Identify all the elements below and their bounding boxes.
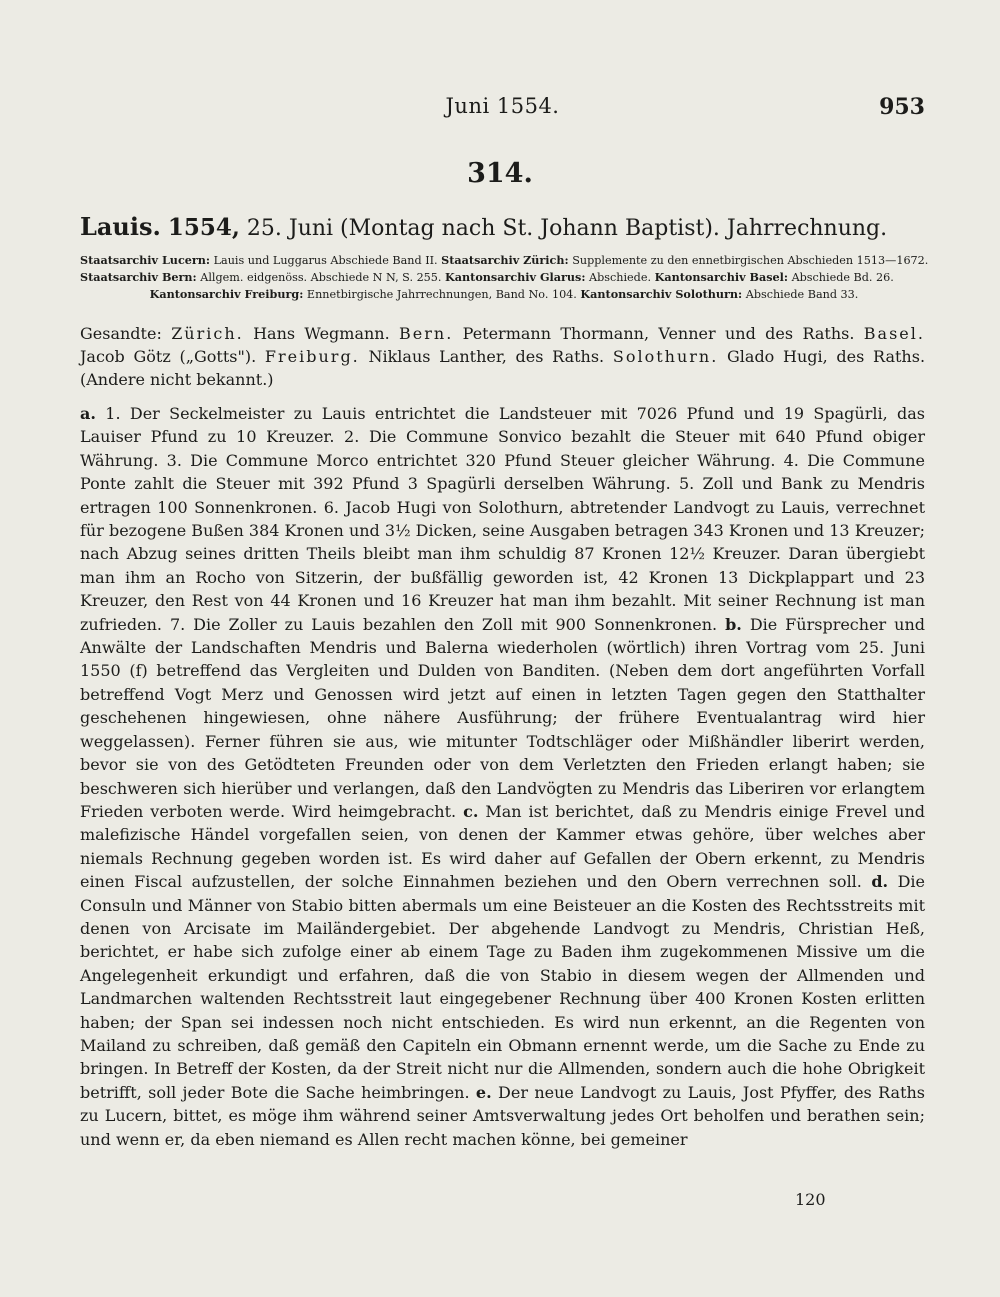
section-text-e: Der neue Landvogt zu Lauis, Jost Pfyffer, des Raths zu Lucern, bittet, es möge ihm während seiner Amtsverwaltung jedes Ort beholfen und berathen sein; und wenn er, da eben niemand es Allen recht machen könne, bei gemeiner <box>80 1082 926 1149</box>
section-text-d: Die Consuln und Männer von Stabio bitten abermals um eine Beisteuer an die Kosten des Rechtsstreits mit denen von Arcisate im Mailändergebiet. Der abgehende Landvogt zu Mendris, Christian Heß, berichtet, er habe sich zufolge einer ab einem Tage zu Baden ihm zugekommenen Missive um die Angelegenheit erkundigt und erfahren, daß die von Stabio in diesem wegen der Allmenden und Landmarchen waltenden Rechtsstreit laut eingegebener Rechnung über 400 Kronen Kosten erlitten haben; der Span sei indessen noch nicht entschieden. Es wird nun erkennt, an die Regenten von Mailand zu schreiben, daß gemäß den Capiteln ein Obmann ernennt werde, um die Sache zu Ende zu bringen. In Betreff der Kosten, da der Streit nicht nur die Allmenden, sondern auch die hohe Obrigkeit betrifft, soll jeder Bote die Sache heimbringen. <box>80 872 926 1102</box>
source-archive: Staatsarchiv Zürich: <box>441 253 569 267</box>
sources-line-2 <box>80 269 928 286</box>
section-mark-d: d. <box>871 872 889 892</box>
source-archive: Kantonsarchiv Basel: <box>654 270 788 284</box>
page-number: 953 <box>879 94 925 120</box>
section-text-a: 1. Der Seckelmeister zu Lauis entrichtet die Landsteuer mit 7026 Pfund und 19 Spagürli, das Lauiser Pfund zu 10 Kreuzer. 2. Die Commune Sonvico bezahlt die Steuer mit 640 Pfund obiger Währung. 3. Die Commune Morco entrichtet 320 Pfund Steuer gleicher Währung. 4. Die Commune Ponte zahlt die Steuer mit 392 Pfund 3 Spagürli derselben Währung. 5. Zoll und Bank zu Mendris ertragen 100 Sonnenkronen. 6. Jacob Hugi von Solothurn, abtretender Landvogt zu Lauis, verrechnet für bezogene Bußen 384 Kronen und 3½ Dicken, seine Ausgaben betragen 343 Kronen und 13 Kreuzer; nach Abzug seines dritten Theils bleibt man ihm schuldig 87 Kronen 12½ Kreuzer. Daran übergiebt man ihm an Rocho von Sitzerin, der bußfällig geworden ist, 42 Kronen 13 Dickplappart und 23 Kreuzer, den Rest von 44 Kronen und 16 Kreuzer hat man ihm bezahlt. Mit seiner Rechnung ist man zufrieden. 7. Die Zoller zu Lauis bezahlen den Zoll mit 900 Sonnenkronen. <box>80 404 925 634</box>
sources-line-1 <box>80 252 928 269</box>
envoy-text: Niklaus Lanther, des Raths. <box>368 347 605 366</box>
source-detail: Abschiede Band 33. <box>745 288 859 301</box>
source-detail: Supplemente zu den ennetbirgischen Abschieden 1513—1672. <box>572 254 929 267</box>
source-archive: Kantonsarchiv Glarus: <box>445 270 586 284</box>
source-detail: Ennetbirgische Jahrrechnungen, Band No. 104. <box>306 288 577 301</box>
body-paragraph <box>80 402 925 1151</box>
title-year: 1554, <box>167 214 240 241</box>
envoy-canton-solothurn: Solothurn. <box>612 347 719 366</box>
title-rest: 25. Juni (Montag nach St. Johann Baptist). Jahrrechnung. <box>246 216 888 241</box>
source-detail: Abschiede. <box>589 271 652 284</box>
source-archive: Kantonsarchiv Solothurn: <box>580 287 743 301</box>
running-head <box>80 94 925 124</box>
envoy-text: Hans Wegmann. <box>253 324 390 343</box>
source-archive: Staatsarchiv Bern: <box>80 270 197 284</box>
source-detail: Lauis und Luggarus Abschiede Band II. <box>213 254 438 267</box>
section-mark-c: c. <box>463 801 479 821</box>
envoy-canton-bern: Bern. <box>399 324 454 343</box>
source-archive: Kantonsarchiv Freiburg: <box>149 287 304 301</box>
sources-line-3 <box>80 286 928 303</box>
source-detail: Allgem. eidgenöss. Abschiede N N, S. 255. <box>200 271 442 284</box>
section-text-b: Die Fürsprecher und Anwälte der Landschaften Mendris und Balerna wiederholen (wörtlich) ihren Vortrag vom 25. Juni 1550 (f) betreffend das Vergleiten und Dulden von Banditen. (Neben dem dort angeführten Vorfall betreffend Vogt Merz und Genossen wird jetzt auf einen in letzten Tagen gegen den Statthalter geschehenen hingewiesen, ohne nähere Ausführung; der frühere Eventualantrag wird hier weggelassen). Ferner führen sie aus, wie mitunter Todtschläger oder Mißhändler liberirt werden, bevor sie von des Getödteten Freunden oder von dem Verletzten den Frieden erlangt haben; sie beschweren sich hierüber und verlangen, daß den Landvögten zu Mendris das Liberiren vor erlangtem Frieden verboten werde. Wird heimgebracht. <box>80 614 926 821</box>
section-mark-e: e. <box>475 1082 492 1102</box>
envoy-text: Petermann Thormann, Venner und des Raths. <box>462 324 855 343</box>
section-text-c: Man ist berichtet, daß zu Mendris einige Frevel und malefizische Händel vorgefallen seien, von denen der Kammer etwas gehöre, über welches aber niemals Rechnung gegeben worden ist. Es wird daher auf Gefallen der Obern erkennt, zu Mendris einen Fiscal aufzustellen, der solche Einnahmen beziehen und den Obern verrechnen soll. <box>80 801 926 892</box>
envoy-text: Glado Hugi, des Raths. (Andere nicht bekannt.) <box>80 347 926 389</box>
section-mark-b: b. <box>725 614 742 634</box>
document-number: 314. <box>467 158 533 189</box>
archive-sources <box>80 252 928 303</box>
source-detail: Abschiede Bd. 26. <box>791 271 894 284</box>
section-mark-a: a. <box>80 404 96 423</box>
envoys-paragraph <box>80 322 925 391</box>
envoy-canton-zuerich: Zürich. <box>171 324 244 343</box>
source-archive: Staatsarchiv Lucern: <box>80 253 211 267</box>
envoy-canton-freiburg: Freiburg. <box>264 347 360 366</box>
running-head-title: Juni 1554. <box>445 94 560 118</box>
envoy-text: Jacob Götz („Gotts"). <box>80 347 257 366</box>
envoys-label: Gesandte: <box>80 324 162 343</box>
document-title <box>80 212 925 241</box>
title-place: Lauis. <box>80 212 161 241</box>
envoy-canton-basel: Basel. <box>863 324 925 343</box>
signature-mark: 120 <box>795 1190 826 1209</box>
